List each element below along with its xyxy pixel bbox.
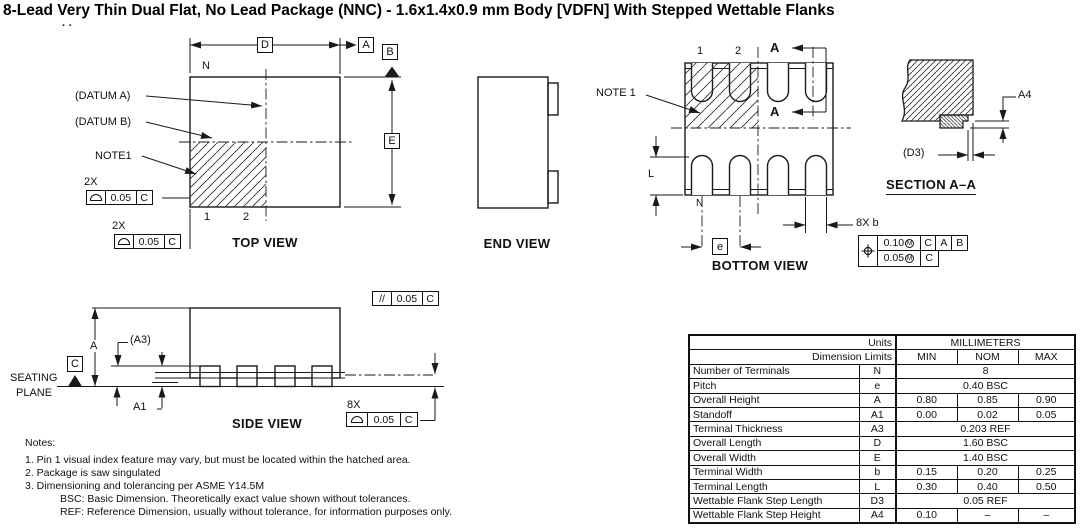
table-cell: 0.85 bbox=[957, 393, 1018, 407]
note-subitem-ref: REF: Reference Dimension, usually without tolerance, for information purposes only. bbox=[60, 506, 452, 518]
dim-a3-label: (A3) bbox=[130, 334, 151, 346]
terminal-count-label: N bbox=[202, 60, 210, 72]
dim-a1-label: A1 bbox=[133, 401, 147, 413]
table-cell: N bbox=[859, 364, 896, 378]
table-cell: A4 bbox=[859, 508, 896, 523]
profile-of-surface-icon bbox=[351, 416, 363, 423]
pin1-label-top: 1 bbox=[204, 211, 211, 223]
table-cell: 0.203 REF bbox=[896, 422, 1075, 436]
mmc-modifier-icon: M bbox=[906, 254, 913, 262]
table-cell: D3 bbox=[859, 494, 896, 508]
table-row bbox=[689, 422, 1075, 436]
table-row bbox=[689, 479, 1075, 493]
table-cell: e bbox=[859, 379, 896, 393]
dim-d3-label: (D3) bbox=[903, 147, 925, 159]
datum-ref: A bbox=[935, 235, 952, 251]
profile-tolerance-frame-8x bbox=[346, 412, 418, 427]
dim-e-pitch-box: e bbox=[712, 238, 728, 255]
table-cell: 0.00 bbox=[896, 407, 957, 421]
section-arrow-label-bottom: A bbox=[770, 104, 780, 119]
datum-b-flag-box: B bbox=[382, 44, 398, 60]
mmc-modifier-icon: M bbox=[906, 239, 913, 247]
dim-a4-label: A4 bbox=[1018, 89, 1032, 101]
table-row bbox=[689, 494, 1075, 508]
nom-header: NOM bbox=[957, 350, 1018, 364]
tolerance-value: 0.05 bbox=[367, 412, 401, 427]
section-view-title: SECTION A–A bbox=[886, 177, 976, 195]
datum-ref: C bbox=[422, 291, 439, 306]
dim-a-label: A bbox=[90, 340, 98, 352]
seating-plane-label-1: SEATING bbox=[10, 372, 58, 384]
datum-ref: C bbox=[136, 190, 153, 205]
datum-ref: B bbox=[951, 235, 968, 251]
table-cell: L bbox=[859, 479, 896, 493]
table-row bbox=[689, 436, 1075, 450]
note-subitem-bsc: BSC: Basic Dimension. Theoretically exact value shown without tolerances. bbox=[60, 493, 411, 505]
table-cell: 0.20 bbox=[957, 465, 1018, 479]
tolerance-value: 0.05 bbox=[105, 190, 137, 205]
profile-tolerance-frame-2 bbox=[114, 234, 181, 249]
note-item-2: 2. Package is saw singulated bbox=[25, 467, 161, 479]
table-cell: A bbox=[859, 393, 896, 407]
table-cell: b bbox=[859, 465, 896, 479]
table-header-row bbox=[689, 335, 1075, 350]
page-title: 8-Lead Very Thin Dual Flat, No Lead Package (NNC) - 1.6x1.4x0.9 mm Body [VDFN] With Stepped Wettable Flanks bbox=[3, 2, 835, 19]
dim-d-box: D bbox=[257, 37, 273, 53]
table-cell: Number of Terminals bbox=[689, 364, 859, 378]
datum-ref: C bbox=[920, 250, 939, 266]
tolerance-value: 0.05 bbox=[133, 234, 165, 249]
table-cell: 0.90 bbox=[1018, 393, 1075, 407]
table-cell: – bbox=[1018, 508, 1075, 523]
table-cell: Overall Width bbox=[689, 451, 859, 465]
parallelism-tolerance-frame bbox=[372, 291, 439, 306]
table-row bbox=[689, 364, 1075, 378]
datum-c-box: C bbox=[67, 356, 83, 372]
table-cell: Standoff bbox=[689, 407, 859, 421]
table-cell: 0.40 bbox=[957, 479, 1018, 493]
pin2-label-top: 2 bbox=[243, 211, 250, 223]
position-tolerance-frame bbox=[858, 235, 968, 267]
table-row bbox=[689, 393, 1075, 407]
end-view-title: END VIEW bbox=[483, 236, 551, 251]
table-row bbox=[689, 451, 1075, 465]
dimension-limits-header: Dimension Limits bbox=[689, 350, 896, 364]
table-cell: E bbox=[859, 451, 896, 465]
profile-of-surface-icon bbox=[118, 238, 130, 245]
top-view-title: TOP VIEW bbox=[232, 235, 298, 250]
table-cell: Pitch bbox=[689, 379, 859, 393]
seating-plane-label-2: PLANE bbox=[16, 387, 53, 399]
table-cell: – bbox=[957, 508, 1018, 523]
table-cell: A1 bbox=[859, 407, 896, 421]
datum-ref: C bbox=[164, 234, 181, 249]
note-item-1: 1. Pin 1 visual index feature may vary, but must be located within the hatched area. bbox=[25, 454, 411, 466]
datum-ref: C bbox=[920, 235, 937, 251]
qty-2x-label-2: 2X bbox=[112, 220, 126, 232]
table-cell: 0.10 bbox=[896, 508, 957, 523]
section-arrow-label-top: A bbox=[770, 40, 780, 55]
datum-a-flag-box: A bbox=[358, 37, 374, 53]
max-header: MAX bbox=[1018, 350, 1075, 364]
table-cell: Terminal Width bbox=[689, 465, 859, 479]
table-cell: Overall Length bbox=[689, 436, 859, 450]
dim-l-label: L bbox=[648, 168, 655, 180]
table-cell: 0.25 bbox=[1018, 465, 1075, 479]
qty-8x-label: 8X bbox=[347, 399, 361, 411]
min-header: MIN bbox=[896, 350, 957, 364]
table-cell: 0.02 bbox=[957, 407, 1018, 421]
table-cell: 0.80 bbox=[896, 393, 957, 407]
dim-table-body bbox=[689, 364, 1075, 523]
table-cell: 1.60 BSC bbox=[896, 436, 1075, 450]
n-label-bottom: N bbox=[696, 198, 704, 209]
tolerance-value: 0.05 bbox=[391, 291, 423, 306]
profile-tolerance-frame-1 bbox=[86, 190, 153, 205]
millimeters-header: MILLIMETERS bbox=[896, 335, 1075, 350]
table-cell: 8 bbox=[896, 364, 1075, 378]
position-icon bbox=[858, 235, 878, 267]
table-cell: 0.05 bbox=[1018, 407, 1075, 421]
table-cell: 0.40 BSC bbox=[896, 379, 1075, 393]
tolerance-value: 0.10 bbox=[883, 237, 905, 250]
table-cell: A3 bbox=[859, 422, 896, 436]
table-header-row bbox=[689, 350, 1075, 364]
table-row bbox=[689, 407, 1075, 421]
datum-a-label: (DATUM A) bbox=[75, 90, 131, 102]
qty-2x-label-1: 2X bbox=[84, 176, 98, 188]
profile-of-surface-icon bbox=[90, 194, 102, 201]
dim-e-box: E bbox=[384, 133, 400, 149]
table-cell: 0.50 bbox=[1018, 479, 1075, 493]
artifact-dots: · · bbox=[62, 20, 73, 32]
units-header: Units bbox=[689, 335, 896, 350]
table-cell: D bbox=[859, 436, 896, 450]
table-cell: Terminal Thickness bbox=[689, 422, 859, 436]
table-row bbox=[689, 508, 1075, 523]
note1-label-bottom-view: NOTE 1 bbox=[596, 87, 636, 99]
table-cell: Overall Height bbox=[689, 393, 859, 407]
datum-b-label: (DATUM B) bbox=[75, 116, 132, 128]
pin2-label-bottom: 2 bbox=[735, 45, 742, 57]
table-cell: Wettable Flank Step Height bbox=[689, 508, 859, 523]
note-item-3: 3. Dimensioning and tolerancing per ASME Y14.5M bbox=[25, 480, 265, 492]
bottom-view-title: BOTTOM VIEW bbox=[711, 258, 809, 273]
notes-heading: Notes: bbox=[25, 437, 56, 449]
table-row bbox=[689, 379, 1075, 393]
table-cell: Terminal Length bbox=[689, 479, 859, 493]
tolerance-value: 0.05 bbox=[883, 252, 905, 265]
table-cell: Wettable Flank Step Length bbox=[689, 494, 859, 508]
datum-ref: C bbox=[400, 412, 418, 427]
table-row bbox=[689, 465, 1075, 479]
table-cell: 1.40 BSC bbox=[896, 451, 1075, 465]
dim-8x-b-label: 8X b bbox=[856, 217, 879, 229]
side-view-title: SIDE VIEW bbox=[232, 416, 302, 431]
dimension-table bbox=[688, 334, 1076, 524]
table-cell: 0.30 bbox=[896, 479, 957, 493]
table-cell: 0.15 bbox=[896, 465, 957, 479]
parallelism-icon: // bbox=[372, 291, 392, 306]
note1-label-top-view: NOTE1 bbox=[95, 150, 132, 162]
table-cell: 0.05 REF bbox=[896, 494, 1075, 508]
pin1-label-bottom: 1 bbox=[697, 45, 704, 57]
